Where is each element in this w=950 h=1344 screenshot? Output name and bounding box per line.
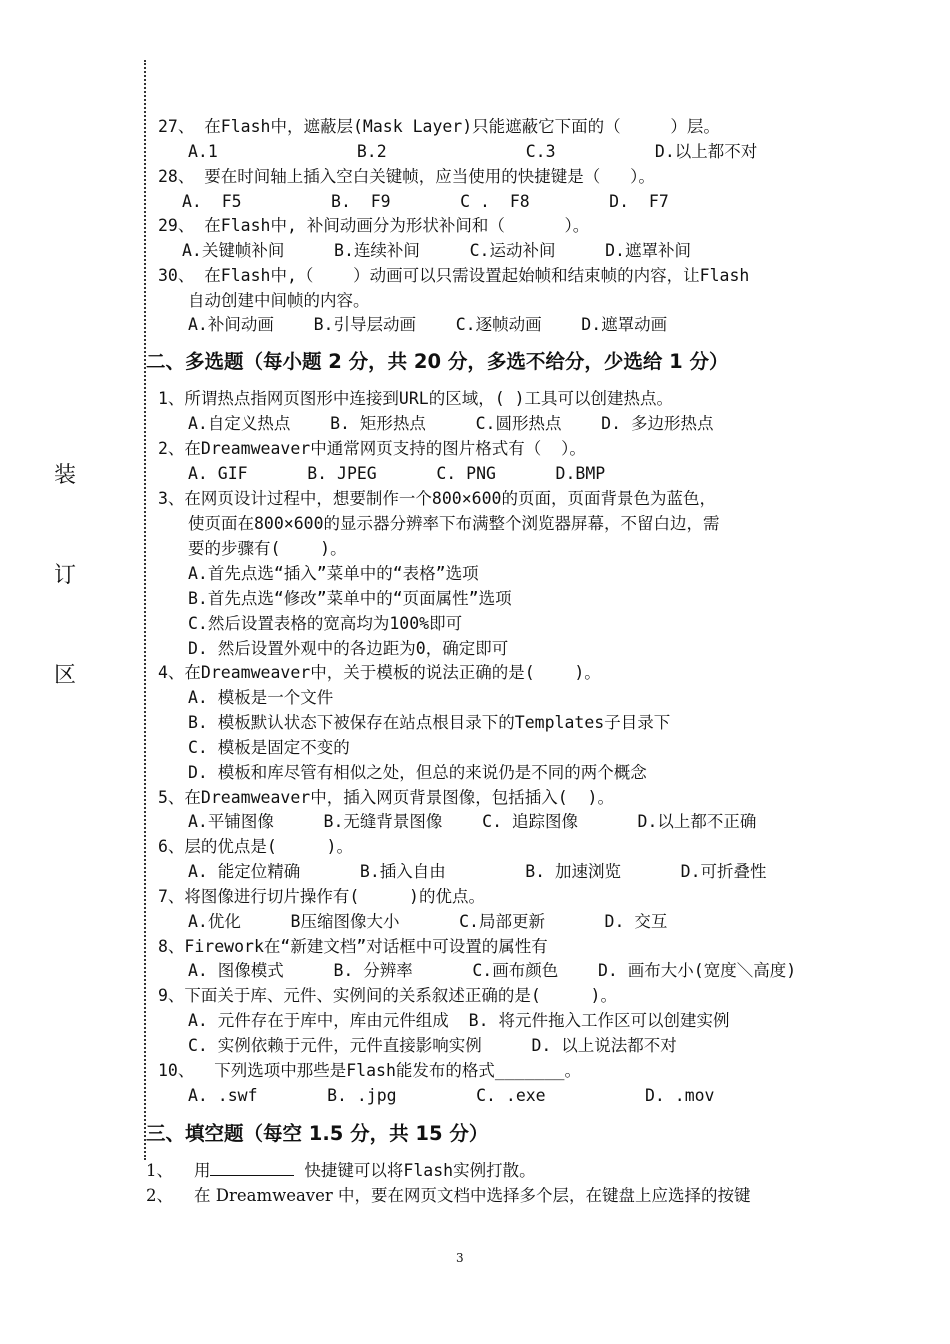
question-30: 30、 在Flash中,（ ）动画可以只需设置起始帧和结束帧的内容，让Flash	[158, 266, 750, 285]
section2-title: 二、多选题（每小题 2 分，共 20 分，多选不给分，少选给 1 分）	[146, 350, 729, 373]
ms-q6: 6、层的优点是( )。	[158, 837, 353, 856]
fill-q2: 2、 在 Dreamweaver 中，要在网页文档中选择多个层，在键盘上应选择的按键	[146, 1186, 751, 1205]
fill-q1-prefix: 1、 用	[146, 1161, 211, 1180]
binding-dotted-line	[144, 60, 146, 1160]
ms-q6-options: A. 能定位精确 B.插入自由 B. 加速浏览 D.可折叠性	[188, 862, 767, 881]
ms-q4-option-c: C. 模板是固定不变的	[188, 738, 350, 757]
question-27-options: A.1 B.2 C.3 D.以上都不对	[188, 142, 758, 161]
ms-q7: 7、将图像进行切片操作有( )的优点。	[158, 887, 485, 906]
ms-q10-options: A. .swf B. .jpg C. .exe D. .mov	[188, 1086, 715, 1105]
ms-q4: 4、在Dreamweaver中，关于模板的说法正确的是( )。	[158, 663, 601, 682]
question-27: 27、 在Flash中，遮蔽层(Mask Layer)只能遮蔽它下面的（ ）层。	[158, 117, 720, 136]
ms-q9-options-cd: C. 实例依赖于元件，元件直接影响实例 D. 以上说法都不对	[188, 1036, 677, 1055]
ms-q10: 10、 下列选项中那些是Flash能发布的格式_______。	[158, 1061, 581, 1080]
ms-q1-options: A.自定义热点 B. 矩形热点 C.圆形热点 D. 多边形热点	[188, 414, 714, 433]
question-30-cont: 自动创建中间帧的内容。	[188, 291, 370, 310]
fill-q1-blank	[210, 1160, 294, 1176]
ms-q3-cont1: 使页面在800×600的显示器分辨率下布满整个浏览器屏幕，不留白边，需	[188, 514, 720, 533]
ms-q1: 1、所谓热点指网页图形中连接到URL的区域，( )工具可以创建热点。	[158, 389, 674, 408]
question-30-options: A.补间动画 B.引导层动画 C.逐帧动画 D.遮罩动画	[188, 315, 668, 334]
question-29: 29、 在Flash中, 补间动画分为形状补间和（ ）。	[158, 216, 590, 235]
ms-q4-option-d: D. 模板和库尽管有相似之处，但总的来说仍是不同的两个概念	[188, 763, 647, 782]
ms-q9: 9、下面关于库、元件、实例间的关系叙述正确的是( )。	[158, 986, 617, 1005]
fill-q1-suffix: 快捷键可以将Flash实例打散。	[294, 1161, 536, 1180]
side-label-qu: 区	[54, 663, 77, 688]
fill-q1	[146, 1160, 536, 1182]
ms-q2: 2、在Dreamweaver中通常网页支持的图片格式有（ ）。	[158, 439, 586, 458]
side-label-ding: 订	[54, 563, 77, 588]
side-label-zhuang: 装	[54, 463, 77, 488]
ms-q5: 5、在Dreamweaver中，插入网页背景图像，包括插入( )。	[158, 788, 614, 807]
ms-q2-options: A. GIF B. JPEG C. PNG D.BMP	[188, 464, 606, 483]
page-number: 3	[456, 1251, 464, 1265]
ms-q8-options: A. 图像模式 B. 分辨率 C.画布颜色 D. 画布大小(宽度＼高度)	[188, 961, 797, 980]
ms-q4-option-a: A. 模板是一个文件	[188, 688, 334, 707]
question-29-options: A.关键帧补间 B.连续补间 C.运动补间 D.遮罩补间	[182, 241, 691, 260]
section3-title: 三、填空题（每空 1.5 分，共 15 分）	[146, 1122, 489, 1145]
ms-q7-options: A.优化 B压缩图像大小 C.局部更新 D. 交互	[188, 912, 668, 931]
ms-q9-options-ab: A. 元件存在于库中，库由元件组成 B. 将元件拖入工作区可以创建实例	[188, 1011, 730, 1030]
question-28: 28、 要在时间轴上插入空白关键帧，应当使用的快捷键是（ ）。	[158, 167, 655, 186]
ms-q4-option-b: B. 模板默认状态下被保存在站点根目录下的Templates子目录下	[188, 713, 671, 732]
ms-q3-option-b: B.首先点选“修改”菜单中的“页面属性”选项	[188, 589, 512, 608]
ms-q3-option-d: D. 然后设置外观中的各边距为0，确定即可	[188, 639, 509, 658]
question-28-options: A. F5 B. F9 C . F8 D. F7	[182, 192, 669, 211]
ms-q3-option-c: C.然后设置表格的宽高均为100%即可	[188, 614, 463, 633]
ms-q3: 3、在网页设计过程中，想要制作一个800×600的页面，页面背景色为蓝色，	[158, 489, 716, 508]
ms-q3-option-a: A.首先点选“插入”菜单中的“表格”选项	[188, 564, 479, 583]
ms-q5-options: A.平铺图像 B.无缝背景图像 C. 追踪图像 D.以上都不正确	[188, 812, 757, 831]
ms-q8: 8、Firework在“新建文档”对话框中可设置的属性有	[158, 937, 548, 956]
ms-q3-cont2: 要的步骤有( )。	[188, 539, 347, 558]
